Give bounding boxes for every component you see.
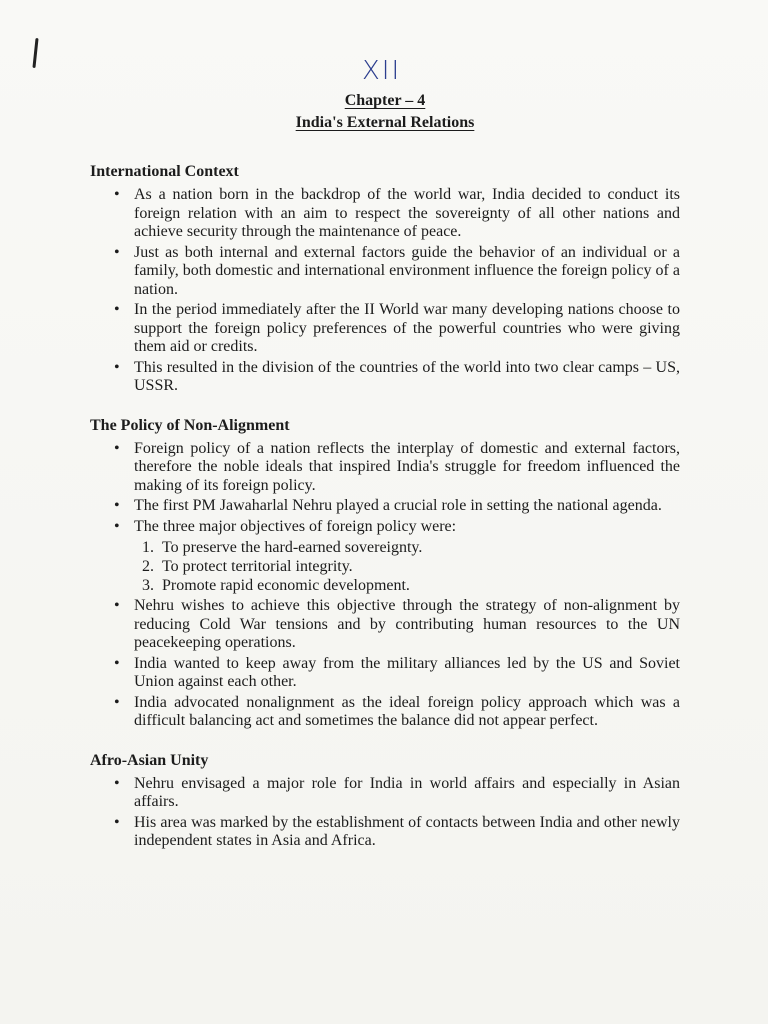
margin-pen-mark (32, 38, 38, 68)
document-body (88, 162, 680, 871)
list-item: • India wanted to keep away from the military alliances led by the US and Soviet Union against each other. (88, 655, 680, 692)
objective-number: 1. (142, 539, 154, 556)
list-item: • Nehru envisaged a major role for India in world affairs and especially in Asian affairs. (88, 775, 680, 812)
objective-text: Promote rapid economic development. (162, 577, 410, 594)
list-item: • Foreign policy of a nation reflects the interplay of domestic and external factors, therefore the noble ideals that inspired India's struggle for freedom influenced the making of its foreign policy. (88, 440, 680, 496)
list-item: • Just as both internal and external factors guide the behavior of an individual or a family, both domestic and international environment influence the foreign policy of a nation. (88, 244, 680, 300)
chapter-heading (0, 92, 768, 110)
section-afro-asian-unity (88, 751, 680, 851)
page-title (0, 114, 768, 132)
list-item: • As a nation born in the backdrop of the world war, India decided to conduct its foreign relation with an aim to respect the sovereignty of all other nations and achieve security through the maintenance of peace. (88, 186, 680, 242)
list-item (88, 518, 680, 596)
chapter-label: Chapter – 4 (344, 92, 426, 109)
objective-item (134, 538, 680, 557)
list-item: • Nehru wishes to achieve this objective through the strategy of non-alignment by reducing Cold War tensions and by contributing human resources to the UN peacekeeping operations. (88, 597, 680, 653)
section-title: Afro-Asian Unity (90, 751, 209, 769)
section-title: International Context (90, 163, 239, 180)
title-label: India's External Relations (295, 114, 475, 131)
section-title: The Policy of Non-Alignment (90, 416, 290, 434)
objectives-list (134, 538, 680, 595)
list-item: • India advocated nonalignment as the ideal foreign policy approach which was a difficult balancing act and sometimes the balance did not appear perfect. (88, 694, 680, 731)
section-non-alignment (88, 416, 680, 731)
objective-item (134, 576, 680, 595)
list-item: • In the period immediately after the II World war many developing nations choose to support the foreign policy preferences of the powerful countries who were giving them aid or credits. (88, 301, 680, 357)
list-item: • This resulted in the division of the countries of the world into two clear camps – US, USSR. (88, 359, 680, 396)
objective-number: 2. (142, 558, 154, 575)
bullet-list (88, 186, 680, 396)
list-item: • His area was marked by the establishment of contacts between India and other newly independent states in Asia and Africa. (88, 814, 680, 851)
objective-item (134, 557, 680, 576)
objective-text: To protect territorial integrity. (162, 558, 353, 575)
objective-number: 3. (142, 577, 154, 594)
section-international-context (88, 162, 680, 396)
list-item: • The first PM Jawaharlal Nehru played a crucial role in setting the national agenda. (88, 497, 680, 516)
bullet-list (88, 440, 680, 731)
list-item-text: • The three major objectives of foreign policy were: (134, 517, 457, 535)
objective-text: To preserve the hard-earned sovereignty. (162, 539, 423, 556)
handwritten-class-mark: XII (362, 56, 402, 86)
bullet-list (88, 775, 680, 851)
